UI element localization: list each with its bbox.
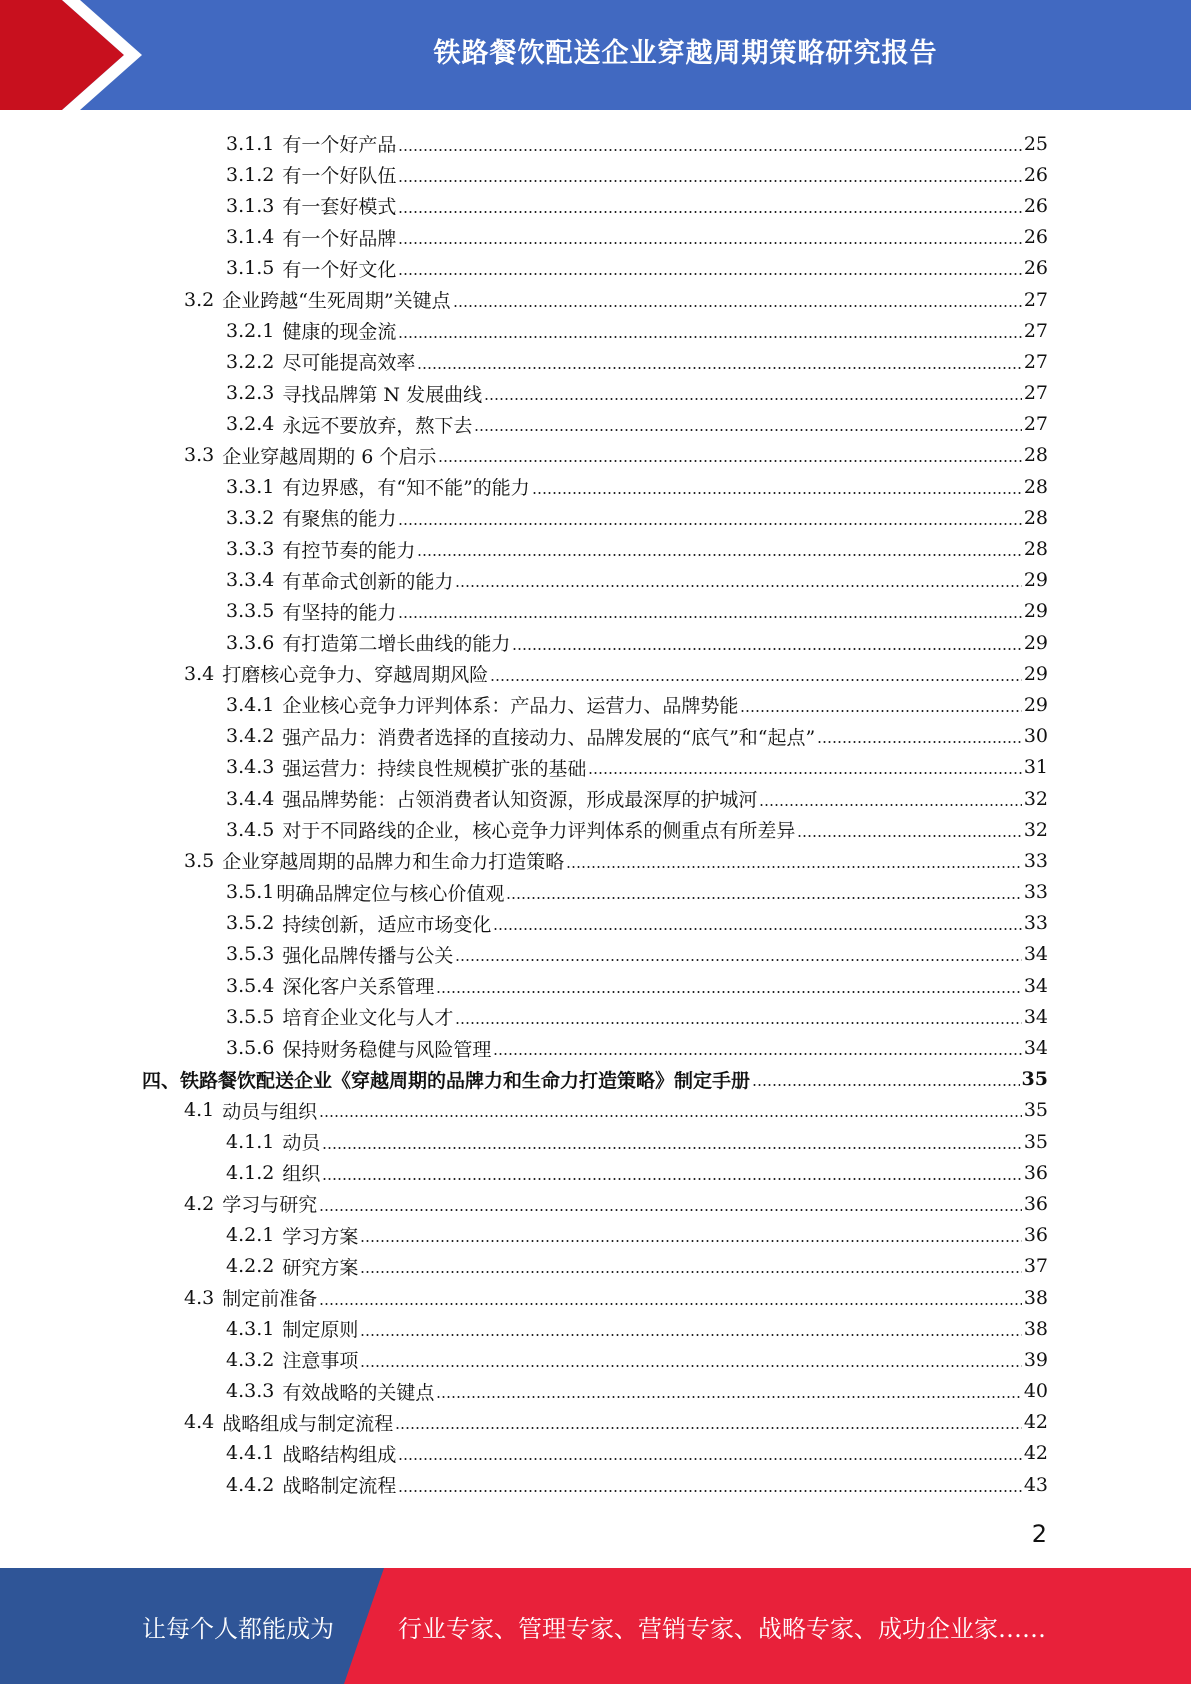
toc-entry-page: 27 xyxy=(1023,319,1048,342)
toc-entry[interactable] xyxy=(0,1376,1048,1407)
table-of-contents xyxy=(0,128,1191,1500)
toc-entry[interactable] xyxy=(0,1407,1048,1438)
toc-dot-leader xyxy=(398,179,1021,183)
toc-dot-leader xyxy=(436,1395,1021,1399)
toc-entry-title: 持续创新，适应市场变化 xyxy=(282,913,492,936)
toc-dot-leader xyxy=(319,1208,1022,1212)
toc-entry-number: 3.4.2 xyxy=(226,725,275,748)
toc-entry-page: 42 xyxy=(1023,1442,1048,1465)
toc-entry-page: 26 xyxy=(1023,226,1048,249)
toc-dot-leader xyxy=(360,1239,1021,1243)
toc-dot-leader xyxy=(752,1083,1020,1087)
toc-entry-page: 35 xyxy=(1023,1130,1048,1153)
report-title: 铁路餐饮配送企业穿越周期策略研究报告 xyxy=(433,37,938,69)
toc-entry-page: 30 xyxy=(1023,725,1048,748)
toc-entry-title: 注意事项 xyxy=(282,1350,359,1373)
toc-dot-leader xyxy=(493,927,1021,931)
toc-entry[interactable] xyxy=(0,1126,1048,1157)
slogan-left: 让每个人都能成为 xyxy=(142,1614,334,1643)
slogan-right: 行业专家、管理专家、营销专家、战略专家、成功企业家…… xyxy=(398,1614,1046,1643)
toc-entry[interactable] xyxy=(0,346,1048,377)
toc-entry-title: 健康的现金流 xyxy=(282,321,397,344)
toc-entry[interactable] xyxy=(0,565,1048,596)
toc-entry-page: 38 xyxy=(1023,1317,1048,1340)
toc-entry-number: 3.3.3 xyxy=(226,538,275,561)
toc-dot-leader xyxy=(398,272,1021,276)
toc-entry[interactable] xyxy=(0,939,1048,970)
toc-entry-number: 3.3.5 xyxy=(226,600,275,623)
toc-entry-number: 3.5.1 xyxy=(226,881,275,904)
toc-entry-number: 3.4.3 xyxy=(226,756,275,779)
toc-entry-title: 动员与组织 xyxy=(222,1100,318,1123)
toc-entry[interactable] xyxy=(0,502,1048,533)
toc-entry-title: 深化客户关系管理 xyxy=(282,976,435,999)
toc-entry[interactable] xyxy=(0,845,1048,876)
toc-entry-page: 43 xyxy=(1023,1473,1048,1496)
toc-entry-page: 26 xyxy=(1023,257,1048,280)
toc-entry[interactable] xyxy=(0,533,1048,564)
toc-dot-leader xyxy=(740,709,1021,713)
toc-dot-leader xyxy=(398,148,1021,152)
toc-dot-leader xyxy=(817,740,1022,744)
toc-entry-number: 3.5.4 xyxy=(226,974,275,997)
toc-entry[interactable] xyxy=(0,721,1048,752)
toc-entry-number: 3.2 xyxy=(184,288,215,311)
toc-entry-number: 3.2.1 xyxy=(226,319,275,342)
toc-entry-page: 33 xyxy=(1023,881,1048,904)
toc-entry-page: 28 xyxy=(1023,506,1048,529)
toc-dot-leader xyxy=(322,1146,1021,1150)
toc-entry-page: 36 xyxy=(1023,1224,1048,1247)
toc-entry[interactable] xyxy=(0,128,1048,159)
toc-entry-number: 3.1.5 xyxy=(226,257,275,280)
toc-entry-page: 32 xyxy=(1023,787,1048,810)
toc-entry[interactable] xyxy=(0,970,1048,1001)
toc-entry-title: 研究方案 xyxy=(282,1256,359,1279)
toc-dot-leader xyxy=(417,366,1021,370)
toc-dot-leader xyxy=(490,678,1022,682)
toc-entry-title: 打磨核心竞争力、穿越周期风险 xyxy=(222,664,489,687)
toc-entry-page: 36 xyxy=(1023,1192,1048,1215)
toc-entry-title: 战略组成与制定流程 xyxy=(222,1412,394,1435)
toc-dot-leader xyxy=(506,896,1021,900)
toc-entry-title: 尽可能提高效率 xyxy=(282,352,416,375)
toc-entry-number: 4.1 xyxy=(184,1099,215,1122)
toc-entry-title: 有一个好品牌 xyxy=(282,227,397,250)
toc-entry-number: 4.2.2 xyxy=(226,1255,275,1278)
toc-entry[interactable] xyxy=(0,190,1048,221)
toc-entry[interactable] xyxy=(0,1220,1048,1251)
page-footer xyxy=(0,1568,1191,1684)
toc-entry-page: 34 xyxy=(1023,943,1048,966)
toc-entry-page: 29 xyxy=(1023,693,1048,716)
toc-entry-title: 组织 xyxy=(282,1163,321,1186)
toc-entry-number: 4.3.2 xyxy=(226,1348,275,1371)
toc-entry-page: 33 xyxy=(1023,912,1048,935)
toc-dot-leader xyxy=(436,990,1021,994)
toc-entry-title: 强化品牌传播与公关 xyxy=(282,944,454,967)
toc-entry-title: 有打造第二增长曲线的能力 xyxy=(282,633,511,656)
toc-entry-number: 4.1.2 xyxy=(226,1161,275,1184)
toc-entry-page: 35 xyxy=(1023,1099,1048,1122)
toc-entry[interactable] xyxy=(0,1344,1048,1375)
page-number: 2 xyxy=(1031,1520,1047,1548)
toc-entry-title: 永远不要放弃，熬下去 xyxy=(282,414,473,437)
toc-entry-title: 有革命式创新的能力 xyxy=(282,570,454,593)
toc-entry-number: 3.3.6 xyxy=(226,631,275,654)
toc-dot-leader xyxy=(398,210,1021,214)
toc-dot-leader xyxy=(532,491,1022,495)
toc-entry-title: 战略结构组成 xyxy=(282,1443,397,1466)
toc-entry[interactable] xyxy=(0,1188,1048,1219)
toc-entry-number: 4.4.2 xyxy=(226,1473,275,1496)
toc-entry-number: 4.3.1 xyxy=(226,1317,275,1340)
toc-entry-title: 明确品牌定位与核心价值观 xyxy=(276,882,505,905)
toc-dot-leader xyxy=(453,304,1022,308)
toc-entry[interactable] xyxy=(0,1095,1048,1126)
toc-entry[interactable] xyxy=(0,378,1048,409)
page-header xyxy=(0,0,1191,110)
toc-entry-page: 27 xyxy=(1023,288,1048,311)
toc-entry-page: 27 xyxy=(1023,413,1048,436)
toc-entry-title: 企业穿越周期的品牌力和生命力打造策略 xyxy=(222,851,565,874)
toc-entry-title: 培育企业文化与人才 xyxy=(282,1007,454,1030)
toc-entry-title: 有一个好产品 xyxy=(282,134,397,157)
toc-entry-number: 3.1.2 xyxy=(226,163,275,186)
toc-entry-page: 37 xyxy=(1023,1255,1048,1278)
toc-entry[interactable] xyxy=(0,658,1048,689)
toc-dot-leader xyxy=(322,1177,1021,1181)
toc-entry-page: 27 xyxy=(1023,382,1048,405)
toc-entry-number: 3.4.4 xyxy=(226,787,275,810)
toc-entry-title: 有一套好模式 xyxy=(282,196,397,219)
toc-entry[interactable] xyxy=(0,1251,1048,1282)
toc-entry-page: 28 xyxy=(1023,538,1048,561)
toc-entry-page: 36 xyxy=(1023,1161,1048,1184)
toc-dot-leader xyxy=(588,771,1021,775)
toc-entry-number: 3.5.6 xyxy=(226,1037,275,1060)
toc-entry-title: 寻找品牌第 N 发展曲线 xyxy=(282,383,483,406)
toc-entry-title: 有边界感，有“知不能”的能力 xyxy=(282,477,530,500)
toc-entry[interactable] xyxy=(0,752,1048,783)
toc-entry[interactable] xyxy=(0,284,1048,315)
toc-entry-title: 企业跨越“生死周期”关键点 xyxy=(222,290,451,313)
toc-entry-number: 4.3 xyxy=(184,1286,215,1309)
toc-entry-title: 强产品力：消费者选择的直接动力、品牌发展的“底气”和“起点” xyxy=(282,726,816,749)
toc-entry-title: 战略制定流程 xyxy=(282,1475,397,1498)
toc-entry-title: 有效战略的关键点 xyxy=(282,1381,435,1404)
toc-entry-number: 3.2.4 xyxy=(226,413,275,436)
toc-entry-number: 4.3.3 xyxy=(226,1380,275,1403)
toc-dot-leader xyxy=(455,958,1021,962)
toc-dot-leader xyxy=(438,459,1021,463)
toc-entry-number: 3.4 xyxy=(184,662,215,685)
toc-entry-title: 有聚焦的能力 xyxy=(282,508,397,531)
toc-entry-number: 3.5 xyxy=(184,849,215,872)
toc-entry-number: 3.2.3 xyxy=(226,382,275,405)
toc-entry-page: 25 xyxy=(1023,132,1048,155)
toc-entry[interactable] xyxy=(0,1469,1048,1500)
toc-entry-page: 26 xyxy=(1023,163,1048,186)
toc-entry[interactable] xyxy=(0,627,1048,658)
toc-entry-page: 27 xyxy=(1023,350,1048,373)
toc-entry-page: 29 xyxy=(1023,662,1048,685)
toc-entry-page: 32 xyxy=(1023,818,1048,841)
toc-entry-title: 制定原则 xyxy=(282,1319,359,1342)
toc-dot-leader xyxy=(360,1333,1021,1337)
toc-entry-number: 3.1.4 xyxy=(226,226,275,249)
toc-entry[interactable] xyxy=(0,222,1048,253)
toc-entry[interactable] xyxy=(0,908,1048,939)
toc-entry-title: 强运营力：持续良性规模扩张的基础 xyxy=(282,757,587,780)
toc-entry-page: 31 xyxy=(1023,756,1048,779)
toc-dot-leader xyxy=(398,1457,1021,1461)
toc-entry-number: 3.5.5 xyxy=(226,1005,275,1028)
toc-entry-number: 3.5.3 xyxy=(226,943,275,966)
toc-dot-leader xyxy=(417,553,1021,557)
toc-entry[interactable] xyxy=(0,159,1048,190)
toc-entry[interactable] xyxy=(0,409,1048,440)
toc-entry[interactable] xyxy=(0,1064,1048,1095)
toc-entry[interactable] xyxy=(0,689,1048,720)
toc-dot-leader xyxy=(398,522,1021,526)
toc-entry-number: 3.3.1 xyxy=(226,475,275,498)
toc-entry-title: 学习方案 xyxy=(282,1225,359,1248)
toc-dot-leader xyxy=(484,397,1022,401)
toc-entry-page: 33 xyxy=(1023,849,1048,872)
toc-entry-page: 35 xyxy=(1021,1068,1048,1091)
toc-entry-number: 3.3 xyxy=(184,444,215,467)
toc-dot-leader xyxy=(319,1302,1022,1306)
toc-entry[interactable] xyxy=(0,1438,1048,1469)
toc-entry-page: 29 xyxy=(1023,631,1048,654)
toc-entry-title: 有一个好文化 xyxy=(282,258,397,281)
toc-entry-page: 34 xyxy=(1023,1005,1048,1028)
toc-entry-number: 3.5.2 xyxy=(226,912,275,935)
toc-entry-page: 40 xyxy=(1023,1380,1048,1403)
toc-dot-leader xyxy=(398,335,1021,339)
toc-dot-leader xyxy=(566,865,1022,869)
toc-entry-title: 保持财务稳健与风险管理 xyxy=(282,1038,492,1061)
toc-entry-page: 26 xyxy=(1023,194,1048,217)
toc-entry[interactable] xyxy=(0,783,1048,814)
toc-dot-leader xyxy=(797,834,1021,838)
toc-dot-leader xyxy=(455,1021,1021,1025)
toc-entry-title: 有控节奏的能力 xyxy=(282,539,416,562)
toc-dot-leader xyxy=(398,1489,1021,1493)
toc-entry-page: 29 xyxy=(1023,600,1048,623)
toc-dot-leader xyxy=(395,1426,1022,1430)
toc-entry-page: 42 xyxy=(1023,1411,1048,1434)
toc-entry[interactable] xyxy=(0,471,1048,502)
toc-entry[interactable] xyxy=(0,1157,1048,1188)
toc-entry-number: 4.1.1 xyxy=(226,1130,275,1153)
toc-entry-number: 4.2 xyxy=(184,1192,215,1215)
toc-dot-leader xyxy=(319,1114,1022,1118)
toc-entry-page: 38 xyxy=(1023,1286,1048,1309)
toc-dot-leader xyxy=(455,584,1021,588)
toc-entry-number: 4.4 xyxy=(184,1411,215,1434)
toc-entry[interactable] xyxy=(0,315,1048,346)
toc-entry-number: 3.1.3 xyxy=(226,194,275,217)
toc-dot-leader xyxy=(360,1270,1021,1274)
toc-entry-page: 28 xyxy=(1023,444,1048,467)
toc-entry-number: 4.2.1 xyxy=(226,1224,275,1247)
chevron-arrow-icon xyxy=(0,0,160,110)
toc-entry[interactable] xyxy=(0,1282,1048,1313)
toc-entry-number: 3.4.5 xyxy=(226,818,275,841)
toc-entry-title: 企业核心竞争力评判体系：产品力、运营力、品牌势能 xyxy=(282,695,739,718)
toc-entry[interactable] xyxy=(0,596,1048,627)
toc-entry-title: 学习与研究 xyxy=(222,1194,318,1217)
toc-entry-title: 四、铁路餐饮配送企业《穿越周期的品牌力和生命力打造策略》制定手册 xyxy=(142,1069,751,1092)
toc-entry-number: 3.4.1 xyxy=(226,693,275,716)
toc-entry[interactable] xyxy=(0,1313,1048,1344)
toc-entry-page: 39 xyxy=(1023,1348,1048,1371)
toc-entry[interactable] xyxy=(0,253,1048,284)
toc-entry-number: 3.2.2 xyxy=(226,350,275,373)
toc-dot-leader xyxy=(474,428,1021,432)
toc-entry-page: 34 xyxy=(1023,974,1048,997)
toc-entry-page: 28 xyxy=(1023,475,1048,498)
toc-entry-title: 有坚持的能力 xyxy=(282,601,397,624)
toc-entry-page: 29 xyxy=(1023,569,1048,592)
toc-dot-leader xyxy=(759,803,1021,807)
toc-entry-title: 强品牌势能：占领消费者认知资源，形成最深厚的护城河 xyxy=(282,789,758,812)
toc-entry-number: 3.1.1 xyxy=(226,132,275,155)
toc-entry-number: 3.3.2 xyxy=(226,506,275,529)
toc-entry-page: 34 xyxy=(1023,1037,1048,1060)
toc-dot-leader xyxy=(398,241,1021,245)
toc-entry[interactable] xyxy=(0,1001,1048,1032)
toc-dot-leader xyxy=(360,1364,1021,1368)
toc-dot-leader xyxy=(493,1052,1021,1056)
toc-entry-number: 3.3.4 xyxy=(226,569,275,592)
toc-dot-leader xyxy=(398,615,1021,619)
toc-entry-title: 有一个好队伍 xyxy=(282,165,397,188)
toc-entry-title: 制定前准备 xyxy=(222,1288,318,1311)
toc-entry-title: 动员 xyxy=(282,1132,321,1155)
toc-entry-number: 4.4.1 xyxy=(226,1442,275,1465)
toc-entry[interactable] xyxy=(0,1032,1048,1063)
toc-entry[interactable] xyxy=(0,440,1048,471)
toc-entry-title: 企业穿越周期的 6 个启示 xyxy=(222,445,437,468)
toc-entry[interactable] xyxy=(0,814,1048,845)
toc-entry-title: 对于不同路线的企业，核心竞争力评判体系的侧重点有所差异 xyxy=(282,820,796,843)
toc-dot-leader xyxy=(512,647,1021,651)
toc-entry[interactable] xyxy=(0,877,1048,908)
